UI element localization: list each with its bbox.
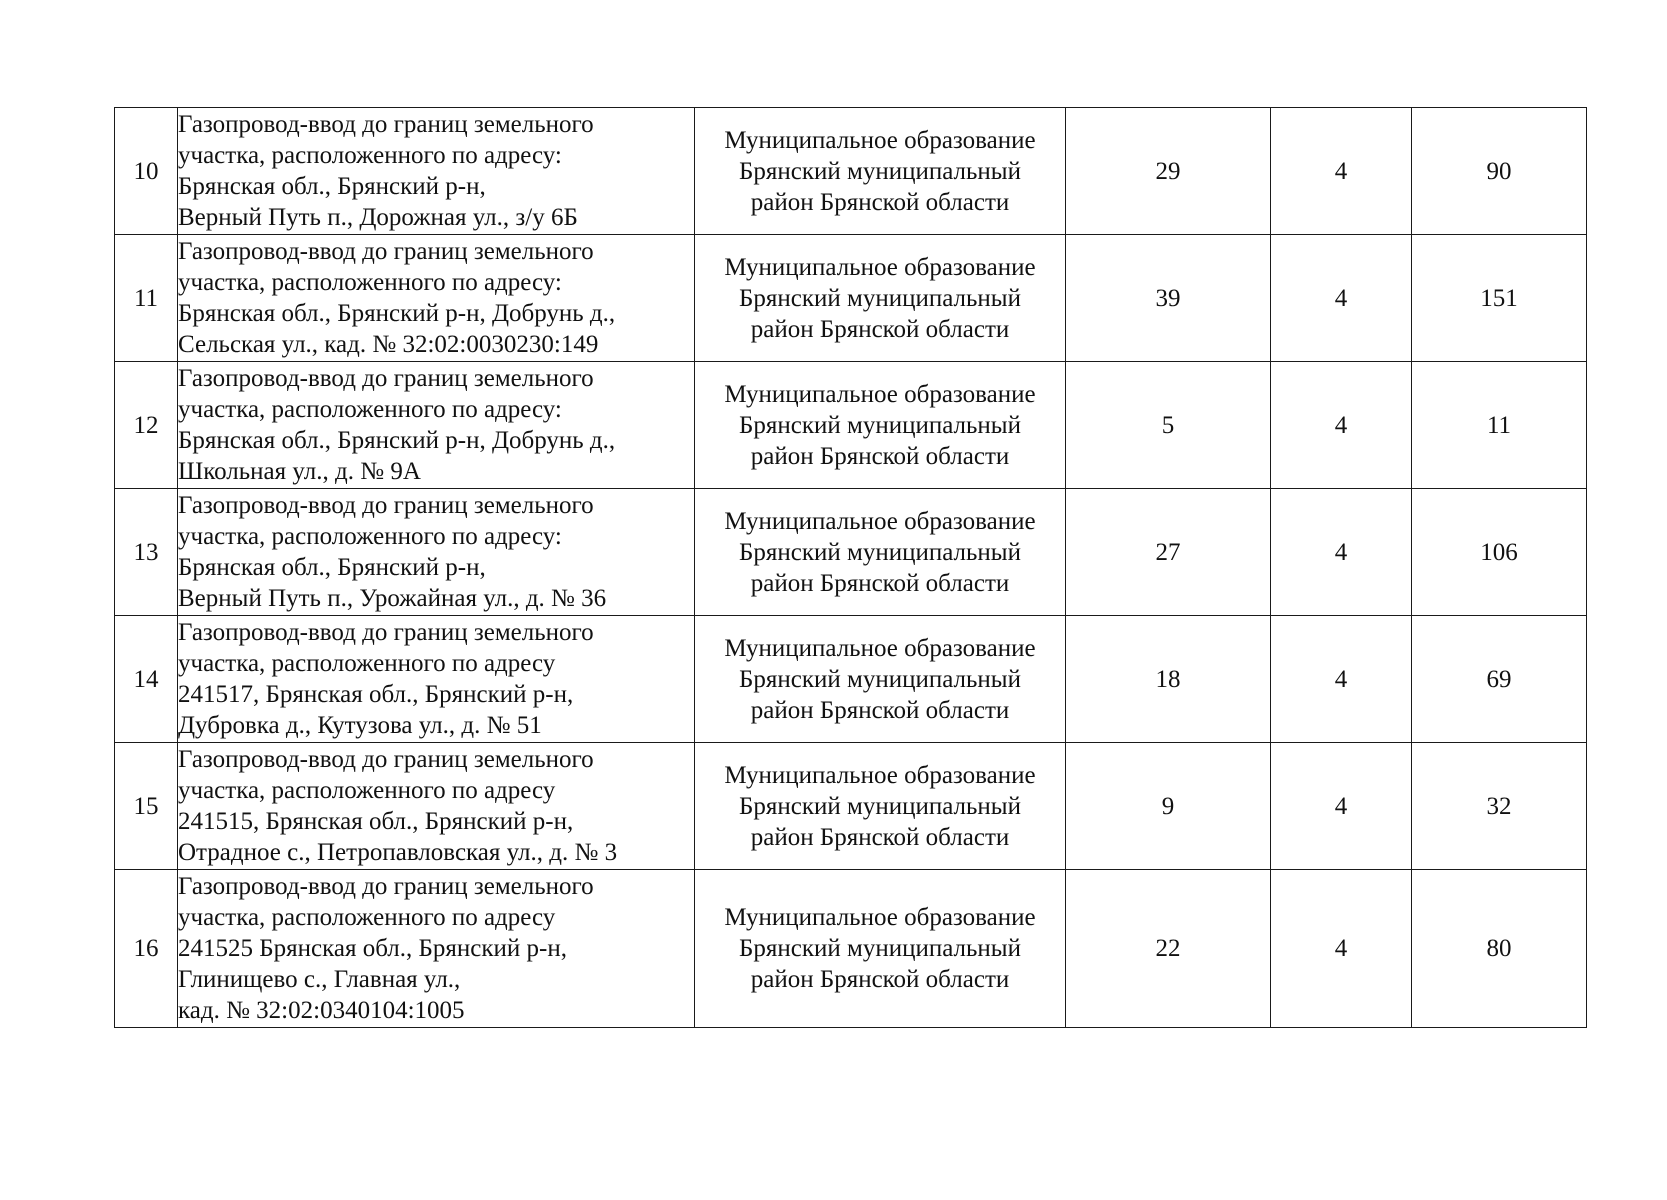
object-name-cell bbox=[178, 362, 695, 489]
object-name-line: 241515, Брянская обл., Брянский р-н, bbox=[178, 808, 574, 835]
object-name-cell bbox=[178, 870, 695, 1028]
value-cell-3: 69 bbox=[1412, 616, 1587, 743]
owner-line: район Брянской области bbox=[750, 315, 1010, 343]
owner-line: Муниципальное образование bbox=[724, 507, 1036, 535]
object-name-line: участка, расположенного по адресу: bbox=[178, 523, 562, 550]
table-row bbox=[115, 489, 1587, 616]
object-name-line: Сельская ул., кад. № 32:02:0030230:149 bbox=[178, 331, 599, 358]
object-name-line: участка, расположенного по адресу bbox=[178, 904, 556, 931]
owner-line: район Брянской области bbox=[750, 696, 1010, 724]
object-name-line: Газопровод-ввод до границ земельного bbox=[178, 238, 594, 265]
owner-line: Брянский муниципальный bbox=[739, 538, 1021, 566]
row-number: 10 bbox=[115, 108, 178, 235]
owner-line: Муниципальное образование bbox=[724, 761, 1036, 789]
object-name-cell bbox=[178, 743, 695, 870]
value-cell-1: 27 bbox=[1066, 489, 1271, 616]
value-cell-2: 4 bbox=[1271, 362, 1412, 489]
row-number: 11 bbox=[115, 235, 178, 362]
row-number: 14 bbox=[115, 616, 178, 743]
value-cell-2: 4 bbox=[1271, 616, 1412, 743]
row-number: 16 bbox=[115, 870, 178, 1028]
object-name-line: участка, расположенного по адресу: bbox=[178, 142, 562, 169]
object-name-line: Школьная ул., д. № 9А bbox=[178, 458, 421, 485]
object-name-line: кад. № 32:02:0340104:1005 bbox=[178, 997, 465, 1024]
owner-cell bbox=[695, 616, 1066, 743]
object-name-line: Глинищево с., Главная ул., bbox=[178, 966, 461, 993]
object-name-line: 241517, Брянская обл., Брянский р-н, bbox=[178, 681, 574, 708]
table-row bbox=[115, 743, 1587, 870]
object-name-line: участка, расположенного по адресу bbox=[178, 650, 556, 677]
owner-cell bbox=[695, 362, 1066, 489]
object-name-line: Брянская обл., Брянский р-н, bbox=[178, 173, 486, 200]
owner-line: Брянский муниципальный bbox=[739, 935, 1021, 962]
value-cell-3: 151 bbox=[1412, 235, 1587, 362]
value-cell-2: 4 bbox=[1271, 108, 1412, 235]
owner-line: Муниципальное образование bbox=[724, 253, 1036, 281]
owner-line: Муниципальное образование bbox=[724, 380, 1036, 408]
object-name-line: Дубровка д., Кутузова ул., д. № 51 bbox=[178, 712, 542, 739]
object-name-line: участка, расположенного по адресу: bbox=[178, 396, 562, 423]
value-cell-1: 39 bbox=[1066, 235, 1271, 362]
owner-line: район Брянской области bbox=[750, 442, 1010, 470]
object-name-line: участка, расположенного по адресу bbox=[178, 777, 556, 804]
table-row bbox=[115, 362, 1587, 489]
object-name-cell bbox=[178, 616, 695, 743]
owner-line: Муниципальное образование bbox=[724, 904, 1036, 931]
value-cell-2: 4 bbox=[1271, 235, 1412, 362]
row-number: 12 bbox=[115, 362, 178, 489]
owner-line: район Брянской области bbox=[750, 966, 1010, 993]
owner-line: Муниципальное образование bbox=[724, 126, 1036, 154]
owner-line: Муниципальное образование bbox=[724, 634, 1036, 662]
owner-line: Брянский муниципальный bbox=[739, 284, 1021, 312]
owner-line: Брянский муниципальный bbox=[739, 411, 1021, 439]
value-cell-1: 29 bbox=[1066, 108, 1271, 235]
value-cell-1: 22 bbox=[1066, 870, 1271, 1028]
object-name-line: 241525 Брянская обл., Брянский р-н, bbox=[178, 935, 567, 962]
owner-cell bbox=[695, 743, 1066, 870]
table-row bbox=[115, 870, 1587, 1028]
object-name-line: Брянская обл., Брянский р-н, Добрунь д., bbox=[178, 427, 616, 454]
object-name-line: Газопровод-ввод до границ земельного bbox=[178, 111, 594, 138]
value-cell-3: 11 bbox=[1412, 362, 1587, 489]
owner-line: Брянский муниципальный bbox=[739, 792, 1021, 820]
table-row bbox=[115, 616, 1587, 743]
value-cell-1: 18 bbox=[1066, 616, 1271, 743]
row-number: 15 bbox=[115, 743, 178, 870]
value-cell-3: 90 bbox=[1412, 108, 1587, 235]
object-name-line: Газопровод-ввод до границ земельного bbox=[178, 365, 594, 392]
object-name-line: Газопровод-ввод до границ земельного bbox=[178, 746, 594, 773]
value-cell-3: 80 bbox=[1412, 870, 1587, 1028]
object-name-line: Газопровод-ввод до границ земельного bbox=[178, 619, 594, 646]
owner-line: район Брянской области bbox=[750, 569, 1010, 597]
object-name-line: участка, расположенного по адресу: bbox=[178, 269, 562, 296]
object-name-cell bbox=[178, 235, 695, 362]
object-name-line: Верный Путь п., Урожайная ул., д. № 36 bbox=[178, 585, 607, 612]
object-name-line: Верный Путь п., Дорожная ул., з/у 6Б bbox=[178, 204, 578, 231]
object-name-line: Брянская обл., Брянский р-н, Добрунь д., bbox=[178, 300, 616, 327]
table-row bbox=[115, 108, 1587, 235]
object-name-line: Газопровод-ввод до границ земельного bbox=[178, 873, 594, 900]
owner-line: район Брянской области bbox=[750, 823, 1010, 851]
value-cell-2: 4 bbox=[1271, 489, 1412, 616]
table-row bbox=[115, 235, 1587, 362]
object-name-line: Газопровод-ввод до границ земельного bbox=[178, 492, 594, 519]
value-cell-2: 4 bbox=[1271, 870, 1412, 1028]
value-cell-3: 106 bbox=[1412, 489, 1587, 616]
value-cell-1: 5 bbox=[1066, 362, 1271, 489]
object-name-cell bbox=[178, 489, 695, 616]
owner-cell bbox=[695, 489, 1066, 616]
owner-cell bbox=[695, 870, 1066, 1028]
owner-line: Брянский муниципальный bbox=[739, 665, 1021, 693]
owner-line: район Брянской области bbox=[750, 188, 1010, 216]
owner-cell bbox=[695, 235, 1066, 362]
object-name-line: Отрадное с., Петропавловская ул., д. № 3 bbox=[178, 839, 618, 866]
value-cell-1: 9 bbox=[1066, 743, 1271, 870]
value-cell-3: 32 bbox=[1412, 743, 1587, 870]
value-cell-2: 4 bbox=[1271, 743, 1412, 870]
object-name-cell bbox=[178, 108, 695, 235]
owner-cell bbox=[695, 108, 1066, 235]
object-name-line: Брянская обл., Брянский р-н, bbox=[178, 554, 486, 581]
owner-line: Брянский муниципальный bbox=[739, 157, 1021, 185]
row-number: 13 bbox=[115, 489, 178, 616]
gas-pipeline-table bbox=[114, 107, 1587, 1028]
